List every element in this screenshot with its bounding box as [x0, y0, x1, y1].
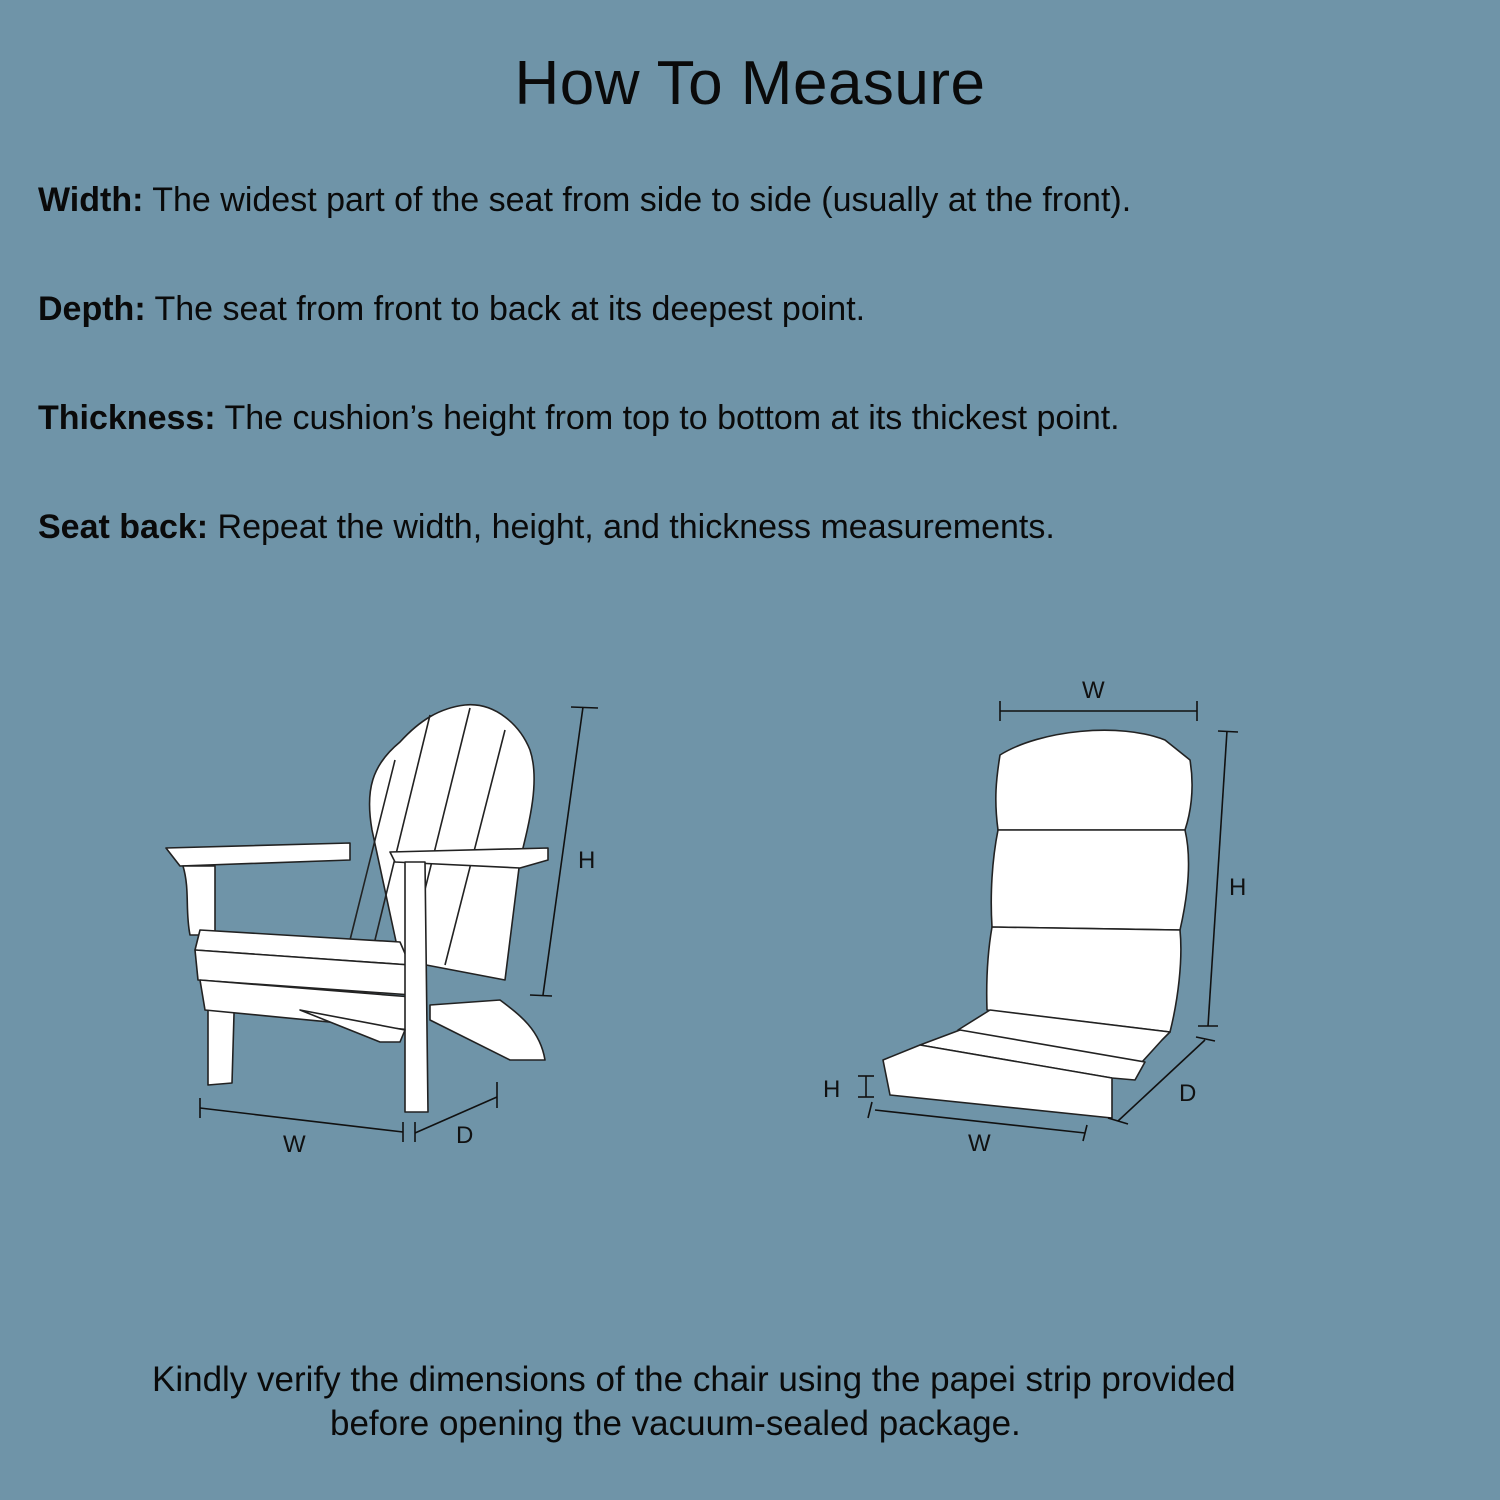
term-label: Seat back:	[38, 508, 209, 546]
note-line-1: Kindly verify the dimensions of the chair using the papei strip provided	[152, 1360, 1236, 1399]
chair-drawing	[166, 705, 548, 1112]
term-label: Thickness:	[38, 399, 216, 437]
chair-width-label: W	[283, 1131, 306, 1158]
note-line-2: before opening the vacuum-sealed package.	[330, 1404, 1021, 1443]
term-label: Width:	[38, 181, 144, 219]
cushion-drawing	[883, 730, 1192, 1118]
chair-depth-label: D	[456, 1122, 474, 1149]
chair-height-label: H	[578, 847, 596, 874]
cushion-width-label: W	[968, 1130, 991, 1157]
definition-text: Repeat the width, height, and thickness measurements.	[208, 508, 1055, 546]
definition-text: The cushion’s height from top to bottom at its thickest point.	[215, 399, 1120, 437]
definition-text: The seat from front to back at its deepest point.	[145, 290, 866, 328]
definition-text: The widest part of the seat from side to side (usually at the front).	[143, 181, 1132, 219]
cushion-height-label: H	[1229, 874, 1247, 901]
cushion-thickness-label: H	[823, 1076, 841, 1103]
page-title: How To Measure	[514, 49, 986, 118]
term-label: Depth:	[38, 290, 146, 328]
cushion-depth-label: D	[1179, 1080, 1197, 1107]
cushion-top-width-label: W	[1082, 677, 1105, 704]
